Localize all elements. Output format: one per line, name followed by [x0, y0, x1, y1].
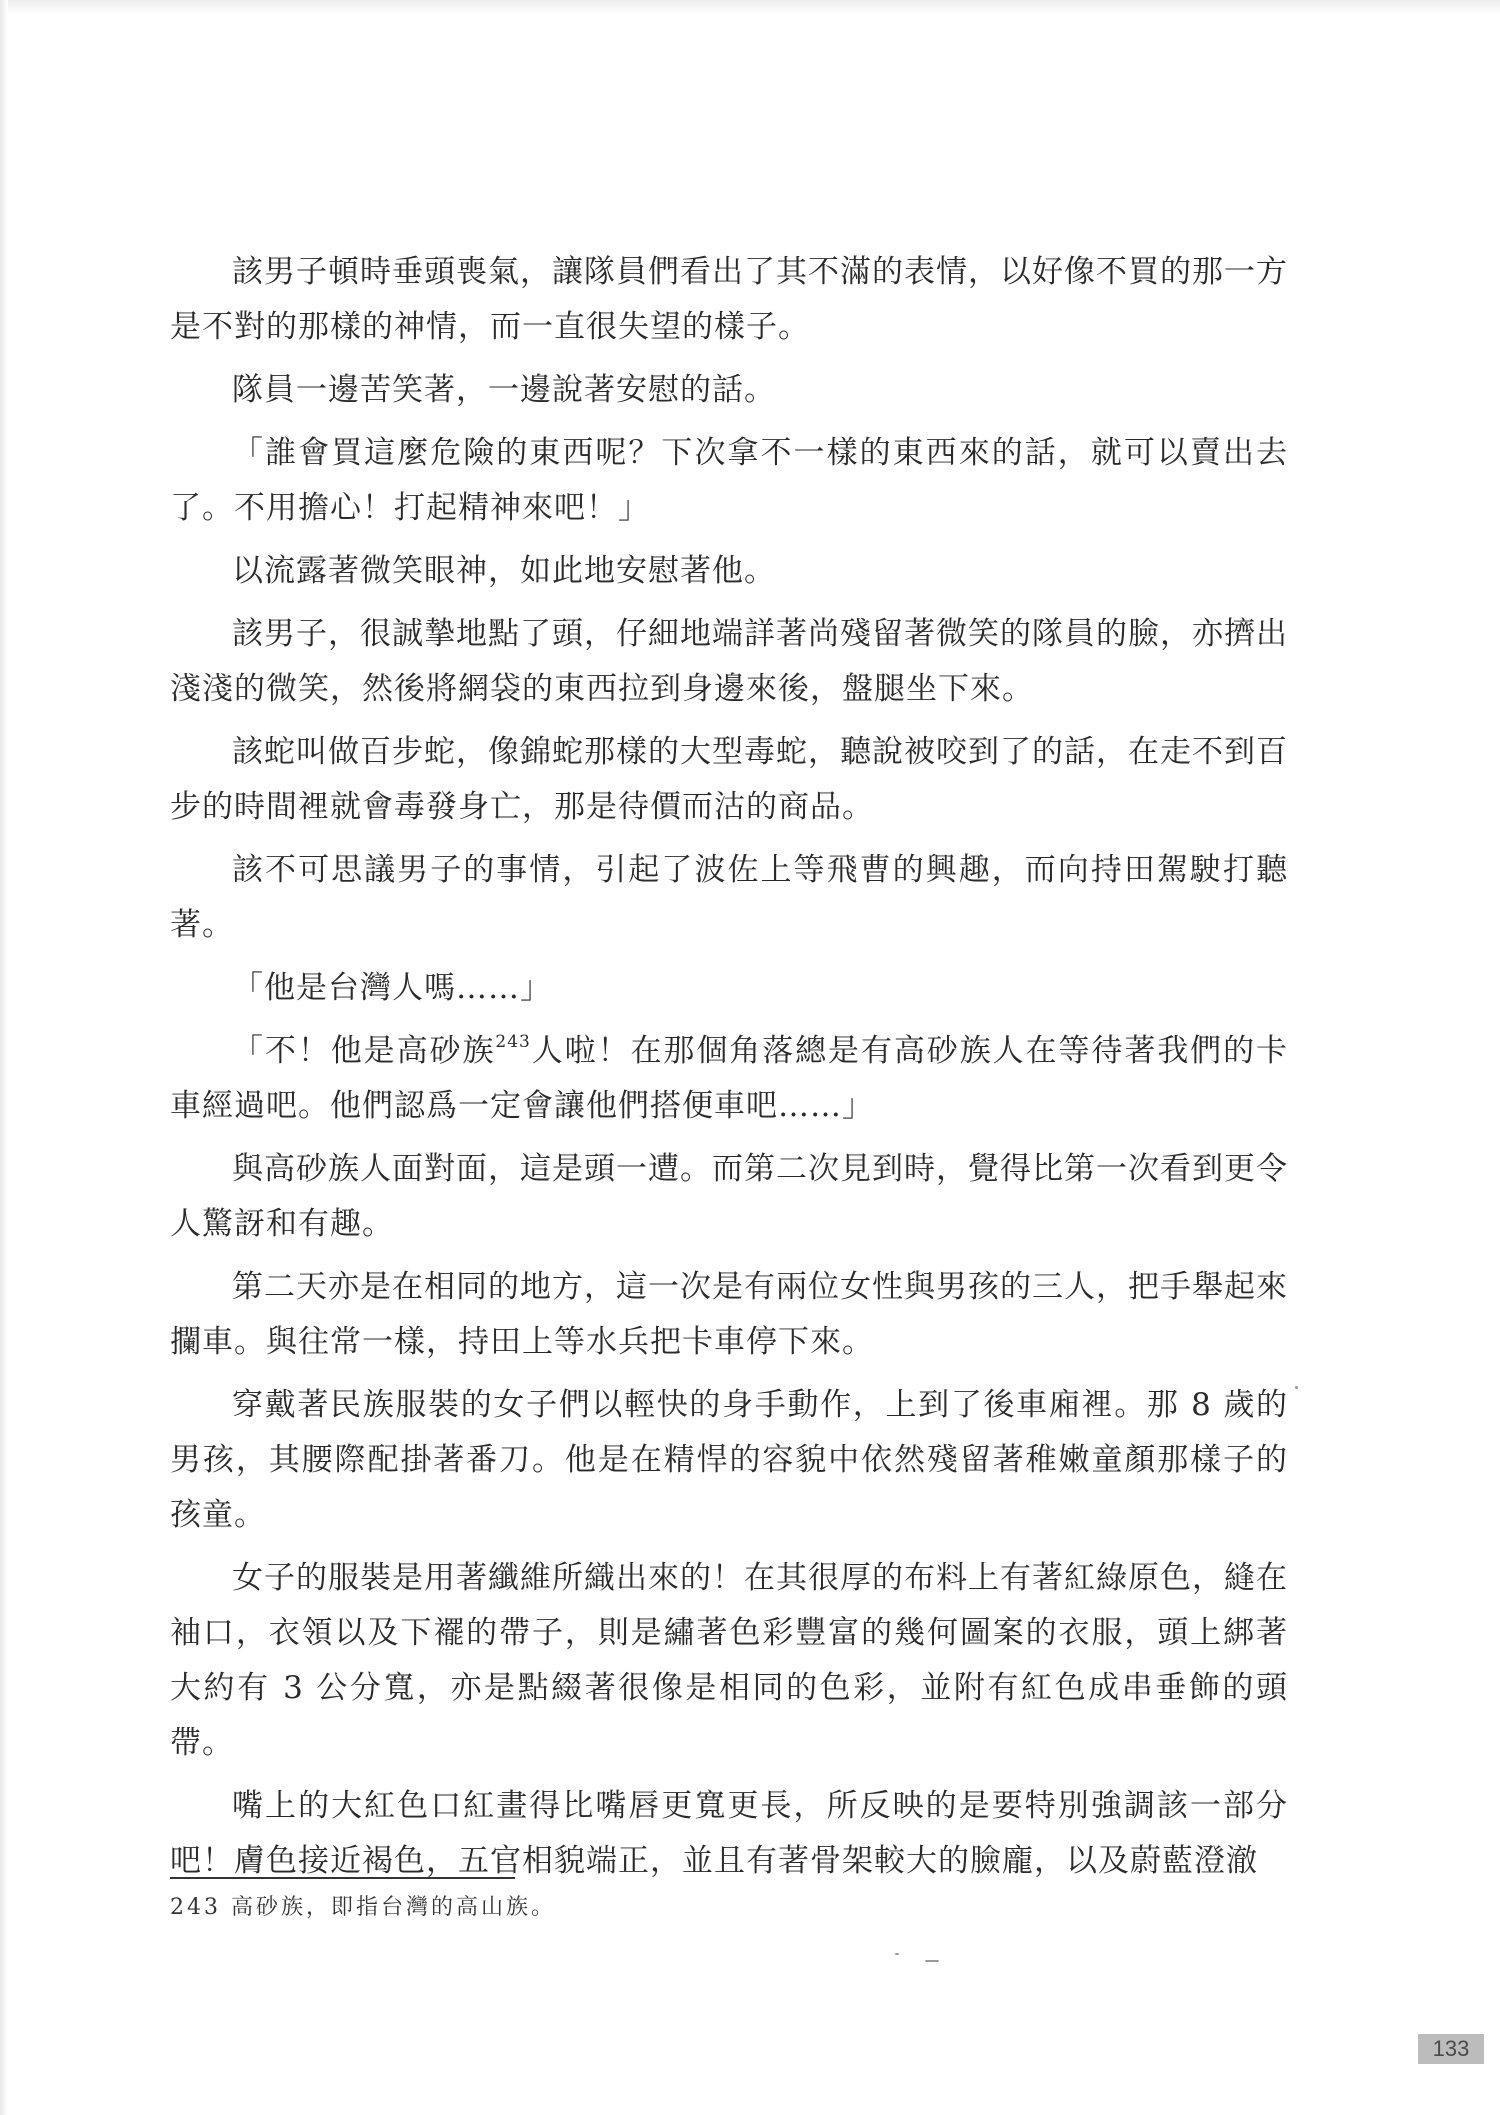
paragraph-8: 「他是台灣人嗎……」: [232, 970, 552, 1006]
paragraph-3: 「誰會買這麼危險的東西呢？下次拿不一樣的東西來的話，就可以賣出去了。不用擔心！打起精神來吧！」: [170, 435, 1288, 526]
body-text: [170, 245, 1288, 1897]
paragraph-5: 該男子，很誠摯地點了頭，仔細地端詳著尚殘留著微笑的隊員的臉，亦擠出淺淺的微笑，然後將網袋的東西拉到身邊來後，盤腿坐下來。: [170, 616, 1288, 707]
paragraph-1: 該男子頓時垂頭喪氣，讓隊員們看出了其不滿的表情，以好像不買的那一方是不對的那樣的神情，而一直很失望的樣子。: [170, 254, 1288, 345]
paragraph-6: 該蛇叫做百步蛇，像錦蛇那樣的大型毒蛇，聽說被咬到了的話，在走不到百步的時間裡就會毒發身亡，那是待價而沽的商品。: [170, 734, 1288, 825]
scan-edge-left: [0, 0, 8, 2115]
paragraph-4: 以流露著微笑眼神，如此地安慰著他。: [232, 553, 776, 589]
paragraph-9-before: 「不！他是高砂族: [232, 1033, 496, 1069]
paragraph-13: 女子的服裝是用著纖維所織出來的！在其很厚的布料上有著紅綠原色，縫在袖口，衣領以及下襬的帶子，則是繡著色彩豐富的幾何圖案的衣服，頭上綁著大約有 3 公分寬，亦是點綴著很像是相同的色彩，並附有紅色成串垂飾的頭帶。: [170, 1560, 1288, 1761]
scan-speck: [925, 1960, 939, 1962]
paragraph-10: 與高砂族人面對面，這是頭一遭。而第二次見到時，覺得比第一次看到更令人驚訝和有趣。: [170, 1151, 1288, 1242]
footnote-243: 243 高砂族，即指台灣的高山族。: [170, 1895, 556, 1920]
paragraph-2: 隊員一邊苦笑著，一邊說著安慰的話。: [232, 372, 776, 408]
paragraph-12: 穿戴著民族服裝的女子們以輕快的身手動作，上到了後車廂裡。那 8 歲的男孩，其腰際配掛著番刀。他是在精悍的容貌中依然殘留著稚嫩童顏那樣子的孩童。: [170, 1387, 1288, 1533]
scan-speck: [1295, 1386, 1298, 1389]
paragraph-9: [170, 1024, 1288, 1134]
paragraph-9-after: 人啦！在那個角落總是有高砂族人在等待著我們的卡車經過吧。他們認爲一定會讓他們搭便車吧……」: [170, 1033, 1289, 1124]
scan-speck: [895, 1953, 899, 1955]
scan-edge-top: [0, 0, 1500, 14]
paragraph-14: 嘴上的大紅色口紅畫得比嘴唇更寬更長，所反映的是要特別強調該一部分吧！膚色接近褐色，五官相貌端正，並且有著骨架較大的臉龐，以及蔚藍澄澈: [170, 1788, 1288, 1879]
page-number: 133: [1418, 2034, 1484, 2064]
footnote-ref-243: 243: [495, 1032, 531, 1052]
paragraph-11: 第二天亦是在相同的地方，這一次是有兩位女性與男孩的三人，把手舉起來攔車。與往常一樣，持田上等水兵把卡車停下來。: [170, 1269, 1288, 1360]
footnote-divider: [170, 1877, 515, 1879]
paragraph-7: 該不可思議男子的事情，引起了波佐上等飛曹的興趣，而向持田駕駛打聽著。: [170, 852, 1288, 943]
